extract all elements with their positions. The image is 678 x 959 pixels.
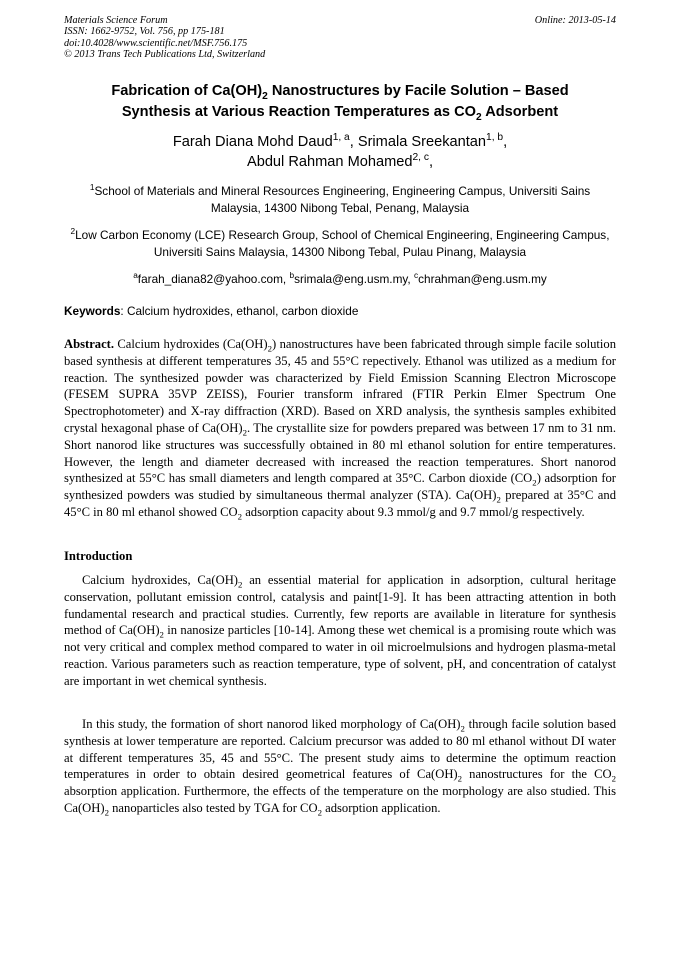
email-mark: b [289, 271, 295, 281]
title-subscript: 2 [262, 90, 268, 102]
journal-header [64, 15, 616, 60]
subscript: 2 [267, 343, 273, 354]
email-mark: a [133, 271, 138, 281]
paragraph-text: Calcium hydroxides, Ca(OH) [82, 573, 238, 587]
subscript: 2 [457, 773, 463, 784]
affiliation-1 [64, 183, 616, 216]
abstract [64, 336, 616, 521]
author-affil-mark: 1, b [486, 132, 504, 144]
copyright-line: © 2013 Trans Tech Publications Ltd, Switzerland [64, 48, 266, 60]
paragraph-text: In this study, the formation of short nanorod liked morphology of Ca(OH) [82, 717, 461, 731]
email-address: farah_diana82@yahoo.com, [137, 272, 290, 286]
keywords-label: Keywords [64, 304, 121, 318]
abstract-label: Abstract. [64, 337, 115, 351]
affiliation-mark: 1 [89, 183, 95, 193]
email-mark: c [413, 271, 419, 281]
author-name: Abdul Rahman Mohamed [246, 153, 413, 170]
abstract-text: prepared at 35°C and 45°C in 80 ml ethanol showed CO [64, 488, 616, 519]
title-text: Synthesis at Various Reaction Temperatures as CO [121, 103, 476, 120]
intro-paragraph-2 [64, 716, 616, 817]
introduction-heading: Introduction [64, 549, 133, 563]
email-address: chrahman@eng.usm.my [418, 272, 547, 286]
author-emails [64, 271, 616, 287]
subscript: 2 [237, 579, 243, 590]
affiliation-2 [64, 227, 616, 260]
author-name: , Srimala Sreekantan [349, 134, 487, 150]
subscript: 2 [242, 427, 247, 438]
subscript: 2 [532, 477, 537, 488]
title-text: Nanostructures by Facile Solution – Based [267, 83, 569, 99]
subscript: 2 [159, 629, 164, 640]
title-text: Adsorbent [481, 103, 559, 120]
keywords-text: : Calcium hydroxides, ethanol, carbon dioxide [120, 304, 359, 318]
author-name: Farah Diana Mohd Daud [172, 134, 333, 150]
journal-name: Materials Science Forum [64, 15, 168, 26]
affiliation-text: Low Carbon Economy (LCE) Research Group, School of Chemical Engineering, Engineering Campus, Universiti Sains Malaysia, 14300 Nibong Tebal, Pulau Pinang, Malaysia [75, 228, 610, 259]
paragraph-text: through facile solution based synthesis at lower temperature are reported. Calcium precursor was added to 80 ml ethanol without DI water at different temperatures 35, 45 and 55°C. The present study aims to determine the optimum reaction temperatures in order to obtain desired geometrical features of Ca(OH) [64, 717, 616, 782]
abstract-text: ) nanostructures have been fabricated through simple facile solution based synthesis at different temperatures 35, 45 and 55°C repectively. Ethanol was utilized as a medium for reaction. The synthesized powder was characterized by Field Emission Scanning Electron Microscope (FESEM SUPRA 35VP ZEISS), Fourier transform infrared (FTIR Perkin Elmer Spectrum One Spectrophotometer) and X-ray diffraction (XRD). Based on XRD analysis, the synthesis samples exhibited crystal hexagonal phase of Ca(OH) [64, 337, 617, 435]
keywords [64, 303, 616, 319]
abstract-text: Calcium hydroxides (Ca(OH) [114, 337, 268, 351]
affiliation-mark: 2 [70, 227, 76, 237]
doi-line: doi:10.4028/www.scientific.net/MSF.756.175 [64, 37, 248, 49]
paragraph-text: nanoparticles also tested by TGA for CO [108, 800, 318, 815]
paragraph-text: an essential material for application in adsorption, cultural heritage conservation, pollutant emission control, catalysis and paint[1-9]. It has been attracting attention in both fundamental research and practical studies. Currently, few reports are available in literature for synthesis method of Ca(OH) [64, 573, 616, 638]
author-affil-mark: 1, a [332, 132, 350, 144]
subscript: 2 [496, 494, 501, 505]
paragraph-text: nanostructures for the CO [462, 767, 612, 782]
abstract-text: . The crystallite size for powders prepared was between 17 nm to 31 nm. Short nanorod like structures was successfully obtained in 80 ml ethanol solution for entire temperatures. However, the length and diameter decreased with increased the reaction temperatures. Short nanorod synthesized at 55°C has small diameters and length compared at 35°C. Carbon dioxide (CO [64, 420, 616, 486]
intro-paragraph-1 [64, 572, 616, 690]
affiliation-text: School of Materials and Mineral Resources Engineering, Engineering Campus, Universiti Sains Malaysia, 14300 Nibong Tebal, Penang, Malaysia [94, 184, 591, 215]
paragraph-text: adsorption application. [321, 800, 441, 815]
author-separator: , [503, 134, 508, 150]
issn-line: ISSN: 1662-9752, Vol. 756, pp 175-181 [64, 26, 225, 38]
title-text: Fabrication of Ca(OH) [111, 83, 263, 99]
subscript: 2 [237, 511, 243, 522]
subscript: 2 [104, 807, 109, 818]
author-separator: , [428, 153, 434, 170]
abstract-text: ) adsorption for synthesized powders was studied by simultaneous thermal analyzer (STA). Ca(OH) [64, 471, 617, 503]
email-address: srimala@eng.usm.my, [294, 272, 414, 286]
author-list [64, 133, 616, 172]
paper-title [64, 81, 616, 122]
title-subscript: 2 [476, 111, 482, 123]
online-date: Online: 2013-05-14 [534, 15, 616, 26]
subscript: 2 [460, 723, 465, 734]
paragraph-text: in nanosize particles [10-14]. Among these wet chemical is a promising route which was not very critical and complex method compared to water in oil microelmulsions and hydrogen plasma-metal reaction. Various parameters such as reaction temperature, type of solvent, pH, and concentration of catalyst are important in wet chemical synthesis. [64, 623, 616, 688]
abstract-text: adsorption capacity about 9.3 mmol/g and 9.7 mmol/g respectively. [242, 504, 585, 519]
paragraph-text: absorption application. Furthermore, the effects of the temperature on the morphology are also studied. This Ca(OH) [64, 784, 616, 815]
author-affil-mark: 2, c [412, 151, 429, 163]
subscript: 2 [317, 807, 322, 818]
subscript: 2 [611, 773, 616, 784]
